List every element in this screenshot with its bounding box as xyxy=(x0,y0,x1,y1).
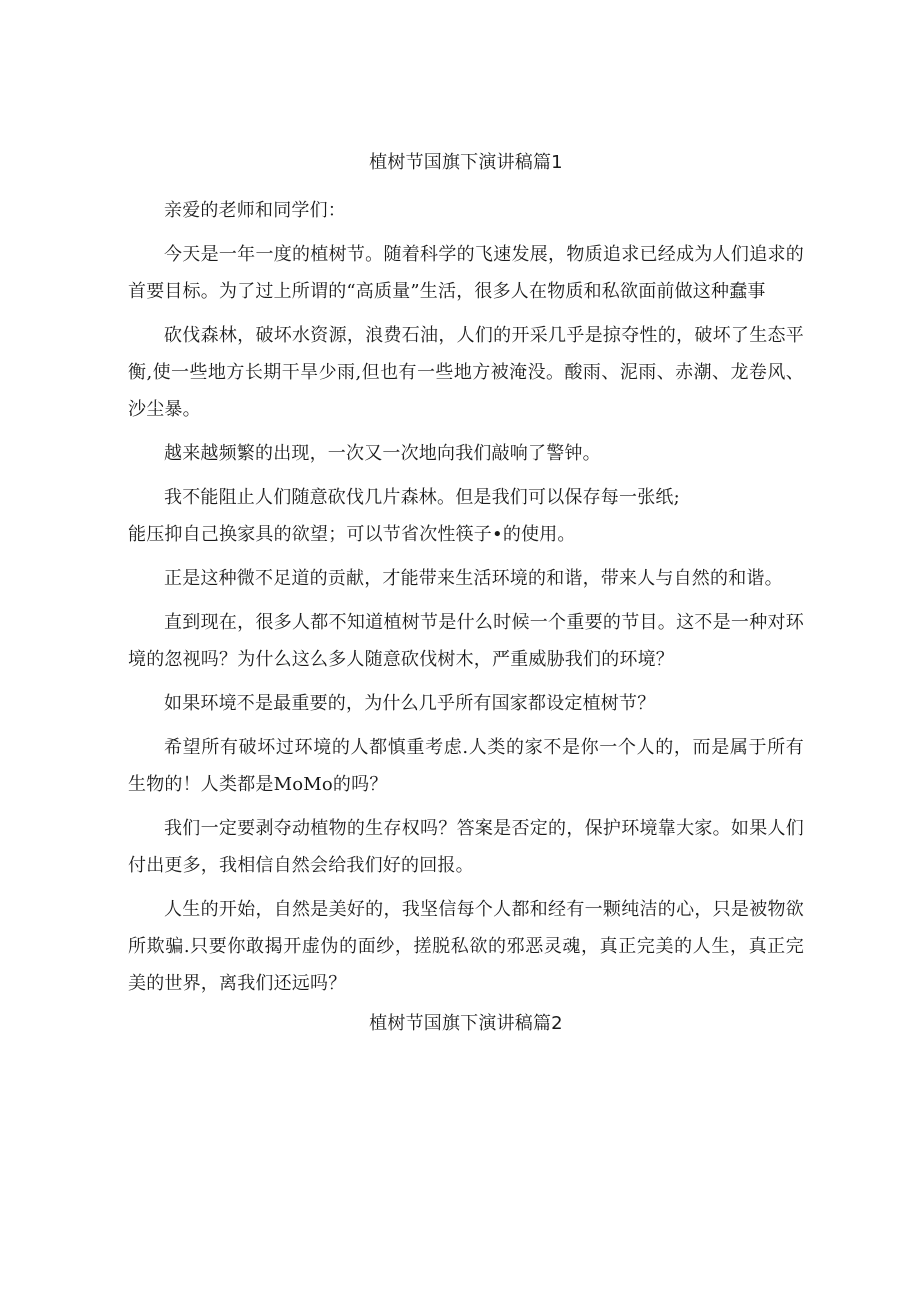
document-body xyxy=(128,148,804,1053)
section-title-2: 植树节国旗下演讲稿篇2 xyxy=(369,1013,563,1034)
paragraph: 正是这种微不足道的贡献，才能带来生活环境的和谐，带来人与自然的和谐。 xyxy=(164,568,783,589)
paragraph: 砍伐森林，破坏水资源，浪费石油，人们的开采几乎是掠夺性的，破坏了生态平衡,使一些地方长期干旱少雨,但也有一些地方被淹没。酸雨、泥雨、赤潮、龙卷风、沙尘暴。 xyxy=(128,325,804,420)
paragraph: 希望所有破坏过环境的人都慎重考虑.人类的家不是你一个人的，而是属于所有生物的！人类都是MoMo的吗？ xyxy=(128,737,804,795)
paragraph: 越来越频繁的出现，一次又一次地向我们敲响了警钟。 xyxy=(164,443,601,464)
paragraph: 我不能阻止人们随意砍伐几片森林。但是我们可以保存每一张纸; xyxy=(164,487,680,508)
paragraph: 今天是一年一度的植树节。随着科学的飞速发展，物质追求已经成为人们追求的首要目标。为了过上所谓的“高质量”生活，很多人在物质和私欲面前做这种蠢事 xyxy=(128,244,804,302)
paragraph: 直到现在，很多人都不知道植树节是什么时候一个重要的节目。这不是一种对环境的忽视吗？为什么这么多人随意砍伐树木，严重威胁我们的环境？ xyxy=(128,612,804,670)
paragraph: 能压抑自己换家具的欲望；可以节省次性筷子•的使用。 xyxy=(128,524,576,545)
paragraph: 人生的开始，自然是美好的，我坚信每个人都和经有一颗纯洁的心，只是被物欲所欺骗.只要你敢揭开虚伪的面纱，搓脱私欲的邪恶灵魂，真正完美的人生，真正完美的世界，离我们还远吗？ xyxy=(128,899,804,994)
paragraph: 如果环境不是最重要的，为什么几乎所有国家都设定植树节？ xyxy=(164,693,656,714)
greeting: 亲爱的老师和同学们： xyxy=(164,200,346,221)
paragraph: 我们一定要剥夺动植物的生存权吗？答案是否定的，保护环境靠大家。如果人们付出更多，我相信自然会给我们好的回报。 xyxy=(128,818,804,876)
section-title-1: 植树节国旗下演讲稿篇1 xyxy=(369,152,563,173)
